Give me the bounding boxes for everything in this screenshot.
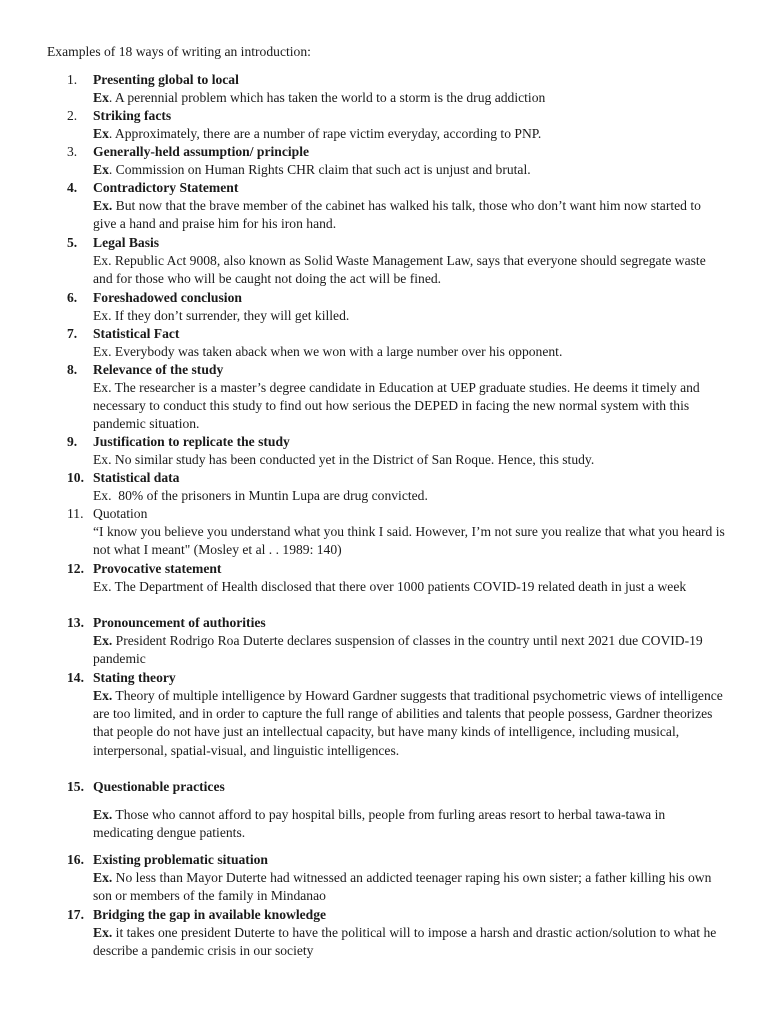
document-heading: Examples of 18 ways of writing an introduction: xyxy=(47,44,311,59)
item-title: Stating theory xyxy=(93,670,176,685)
example-text: it takes one president Duterte to have the political will to impose a harsh and drastic action/solution to what he describe a pandemic crisis in our society xyxy=(93,925,717,959)
example-label: Ex xyxy=(93,90,109,105)
example-label: Ex. xyxy=(93,198,113,213)
item-number: 3. xyxy=(67,144,78,159)
example-text: . A perennial problem which has taken the world to a storm is the drug addiction xyxy=(108,90,546,105)
item-example xyxy=(93,806,725,842)
item-title: Relevance of the study xyxy=(93,362,224,377)
item-example xyxy=(93,578,725,596)
item-title: Bridging the gap in available knowledge xyxy=(93,907,327,922)
item-number: 14. xyxy=(67,670,84,685)
item-title: Striking facts xyxy=(93,108,172,123)
item-example xyxy=(93,924,725,960)
item-example xyxy=(93,687,725,760)
example-text: . Approximately, there are a number of rape victim everyday, according to PNP. xyxy=(108,126,542,141)
item-number: 4. xyxy=(67,180,78,195)
example-text: Republic Act 9008, also known as Solid Waste Management Law, says that everyone should segregate waste and for those who will be caught not doing the act will be fined. xyxy=(93,253,706,287)
item-title: Foreshadowed conclusion xyxy=(93,290,242,305)
example-text: No similar study has been conducted yet in the District of San Roque. Hence, this study. xyxy=(111,452,595,467)
example-label: Ex xyxy=(93,162,109,177)
item-number: 16. xyxy=(67,852,84,867)
example-text: President Rodrigo Roa Duterte declares suspension of classes in the country until next 2021 due COVID-19 pandemic xyxy=(93,633,703,667)
example-label: Ex. xyxy=(93,308,112,323)
item-example xyxy=(93,451,725,469)
example-label: Ex. xyxy=(93,579,112,594)
example-label: Ex. xyxy=(93,253,112,268)
item-example xyxy=(93,197,725,233)
example-text: Everybody was taken aback when we won with a large number over his opponent. xyxy=(111,344,563,359)
example-label: Ex. xyxy=(93,633,113,648)
item-example xyxy=(93,343,725,361)
example-label: Ex. xyxy=(93,807,113,822)
item-title: Justification to replicate the study xyxy=(93,434,290,449)
item-example xyxy=(93,379,725,434)
item-example xyxy=(93,632,725,668)
item-number: 15. xyxy=(67,779,84,794)
example-text: Theory of multiple intelligence by Howard Gardner suggests that traditional psychometric views of intelligence are too limited, and in order to capture the full range of abilities and talents that people possess, Gardner theorizes that people do not have just an intellectual capacity, but have many kinds of intelligence, including musical, interpersonal, spatial-visual, and linguistic intelligences. xyxy=(93,688,723,758)
example-text: But now that the brave member of the cabinet has walked his talk, those who don’t want him now started to give a hand and praise him for his iron hand. xyxy=(93,198,701,232)
example-label: Ex. xyxy=(93,452,112,467)
example-label: Ex. xyxy=(93,344,112,359)
example-text: If they don’t surrender, they will get killed. xyxy=(111,308,350,323)
example-label: Ex. xyxy=(93,870,113,885)
item-number: 11. xyxy=(67,506,84,521)
example-label: Ex xyxy=(93,126,109,141)
item-number: 2. xyxy=(67,108,78,123)
item-number: 6. xyxy=(67,290,78,305)
item-number: 5. xyxy=(67,235,78,250)
item-number: 10. xyxy=(67,470,84,485)
example-text: The Department of Health disclosed that there over 1000 patients COVID-19 related death in just a week xyxy=(111,579,687,594)
item-title: Contradictory Statement xyxy=(93,180,239,195)
item-number: 8. xyxy=(67,362,78,377)
item-number: 12. xyxy=(67,561,84,576)
item-example xyxy=(93,523,725,559)
example-label: Ex. xyxy=(93,925,113,940)
item-example xyxy=(93,869,725,905)
item-example xyxy=(93,161,725,179)
item-number: 1. xyxy=(67,72,78,87)
example-label: Ex. xyxy=(93,688,113,703)
item-number: 13. xyxy=(67,615,84,630)
item-title: Pronouncement of authorities xyxy=(93,615,266,630)
item-title: Statistical Fact xyxy=(93,326,180,341)
example-text: 80% of the prisoners in Muntin Lupa are drug convicted. xyxy=(111,488,428,503)
example-label: Ex. xyxy=(93,488,112,503)
item-title: Existing problematic situation xyxy=(93,852,268,867)
item-title: Quotation xyxy=(93,506,148,521)
item-title: Questionable practices xyxy=(93,779,225,794)
example-text: No less than Mayor Duterte had witnessed an addicted teenager raping his own sister; a father killing his own son or members of the family in Mindanao xyxy=(93,870,712,904)
item-example xyxy=(93,89,725,107)
item-title: Generally-held assumption/ principle xyxy=(93,144,310,159)
item-example xyxy=(93,252,725,288)
item-number: 17. xyxy=(67,907,84,922)
item-title: Presenting global to local xyxy=(93,72,239,87)
item-example xyxy=(93,307,725,325)
item-title: Statistical data xyxy=(93,470,180,485)
item-example xyxy=(93,487,725,505)
example-text: The researcher is a master’s degree candidate in Education at UEP graduate studies. He deems it timely and necessary to conduct this study to find out how serious the DEPED in facing the new normal system with this pandemic situation. xyxy=(93,380,700,432)
item-number: 9. xyxy=(67,434,78,449)
example-text: Those who cannot afford to pay hospital bills, people from furling areas resort to herbal tawa-tawa in medicating dengue patients. xyxy=(93,807,666,841)
item-number: 7. xyxy=(67,326,78,341)
example-label: Ex. xyxy=(93,380,112,395)
example-text: “I know you believe you understand what you think I said. However, I’m not sure you realize that what you heard is not what I meant" (Mosley et al . . 1989: 140) xyxy=(93,524,725,558)
example-text: . Commission on Human Rights CHR claim that such act is unjust and brutal. xyxy=(108,162,531,177)
item-title: Provocative statement xyxy=(93,561,222,576)
item-title: Legal Basis xyxy=(93,235,160,250)
item-example xyxy=(93,125,725,143)
